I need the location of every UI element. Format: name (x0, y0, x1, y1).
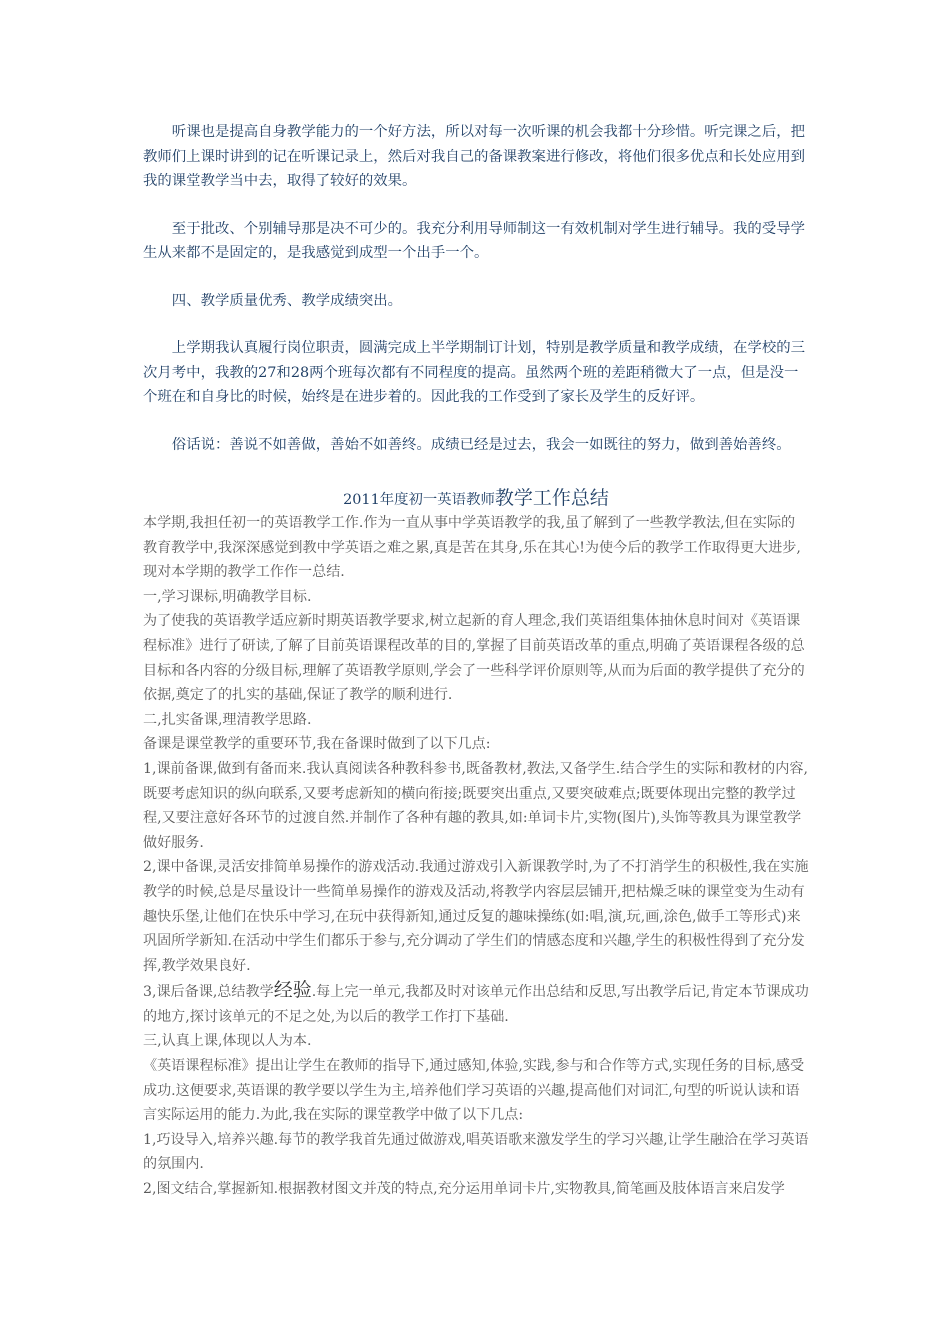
title-emphasis: 教学工作总结 (494, 487, 609, 509)
heading-one: 一,学习课标,明确教学目标. (143, 588, 312, 605)
paragraph-listening: 听课也是提高自身教学能力的一个好方法，所以对每一次听课的机会我都十分珍惜。听完课之后，把教师们上课时讲到的记在听课记录上，然后对我自己的备课教案进行修改，将他们很多优点和长处应用到我的课堂教学当中去，取得了较好的效果。 (143, 124, 805, 189)
paragraph-results: 上学期我认真履行岗位职责，圆满完成上半学期制订计划，特别是教学质量和教学成绩，在学校的三次月考中，我教的27和28两个班每次都有不同程度的提高。虽然两个班的差距稍微大了一点，但是没一个班在和自身比的时候，始终是在进步着的。因此我的工作受到了家长及学生的反好评。 (143, 340, 805, 405)
item3-emphasis: 经验 (273, 979, 312, 1002)
english-teaching-summary (143, 511, 809, 1202)
item3-prefix: 3,课后备课,总结教学 (143, 984, 274, 1001)
paragraph-standards: 《英语课程标准》提出让学生在教师的指导下,通过感知,体验,实践,参与和合作等方式,实现任务的目标,感受成功.这便要求,英语课的教学要以学生为主,培养他们学习英语的兴趣,提高他们对词汇,句型的听说认读和语言实际运用的能力.为此,我在实际的课堂教学中做了以下几点: (143, 1058, 805, 1124)
heading-three: 三,认真上课,体现以人为本. (143, 1033, 312, 1050)
item-introduction: 1,巧设导入,培养兴趣.每节的教学我首先通过做游戏,唱英语歌来激发学生的学习兴趣,让学生融洽在学习英语的氛围内. (143, 1131, 809, 1173)
heading-two: 二,扎实备课,理清教学思路. (143, 711, 312, 728)
item-prep-after-class (143, 978, 809, 1029)
item-prep-during-class: 2,课中备课,灵活安排简单易操作的游戏活动.我通过游戏引入新课教学时,为了不打消学生的积极性,我在实施教学的时候,总是尽量设计一些简单易操作的游戏及活动,将教学内容层层铺开,把枯燥乏味的课堂变为生动有趣快乐堡,让他们在快乐中学习,在玩中获得新知,通过反复的趣味操练(如:唱,演,玩,画,涂色,做手工等形式)来巩固所学新知.在活动中学生们都乐于参与,充分调动了学生们的情感态度和兴趣,学生的积极性得到了充分发挥,教学效果良好. (143, 859, 809, 974)
item3-suffix: .每上完一单元,我都及时对该单元作出总结和反思,写出教学后记,肯定本节课成功的地方,探讨该单元的不足之处,为以后的教学工作打下基础. (143, 984, 809, 1025)
item-image-text: 2,图文结合,掌握新知.根据教材图文并茂的特点,充分运用单词卡片,实物教具,简笔画及肢体语言来启发学 (143, 1181, 785, 1198)
paragraph-heading-four: 四、教学质量优秀、教学成绩突出。 (171, 292, 403, 309)
paragraph-tutoring: 至于批改、个别辅导那是决不可少的。我充分利用导师制这一有效机制对学生进行辅导。我的受导学生从来都不是固定的，是我感觉到成型一个出手一个。 (143, 220, 805, 261)
item-prep-before-class: 1,课前备课,做到有备而来.我认真阅读各种教科参书,既备教材,教法,又备学生.结合学生的实际和教材的内容,既要考虑知识的纵向联系,又要考虑新知的横向衔接;既要突出重点,又要突破难点;既要体现出完整的教学过程,又要注意好各环节的过渡自然.并制作了各种有趣的教具,如:单词卡片,实物(图片),头饰等教具为课堂教学做好服务. (143, 760, 808, 851)
document-title (143, 486, 809, 512)
summary-section-continued (143, 120, 809, 480)
paragraph-proverb: 俗话说：善说不如善做，善始不如善终。成绩已经是过去，我会一如既往的努力，做到善始善终。 (171, 436, 791, 453)
intro-paragraph: 本学期,我担任初一的英语教学工作.作为一直从事中学英语教学的我,虽了解到了一些教学教法,但在实际的教育教学中,我深深感觉到教中学英语之难之累,真是苦在其身,乐在其心!为使今后的教学工作取得更大进步,现对本学期的教学工作作一总结. (143, 515, 801, 581)
paragraph-lesson-prep: 备课是课堂教学的重要环节,我在备课时做到了以下几点: (143, 736, 491, 753)
paragraph-curriculum: 为了使我的英语教学适应新时期英语教学要求,树立起新的育人理念,我们英语组集体抽休息时间对《英语课程标准》进行了研读,了解了目前英语课程改革的目的,掌握了目前英语改革的重点,明确了英语课程各级的总目标和各内容的分级目标,理解了英语教学原则,学会了一些科学评价原则等,从而为后面的教学提供了充分的依据,奠定了的扎实的基础,保证了教学的顺利进行. (143, 613, 805, 704)
title-prefix: 2011年度初一英语教师 (343, 492, 495, 508)
